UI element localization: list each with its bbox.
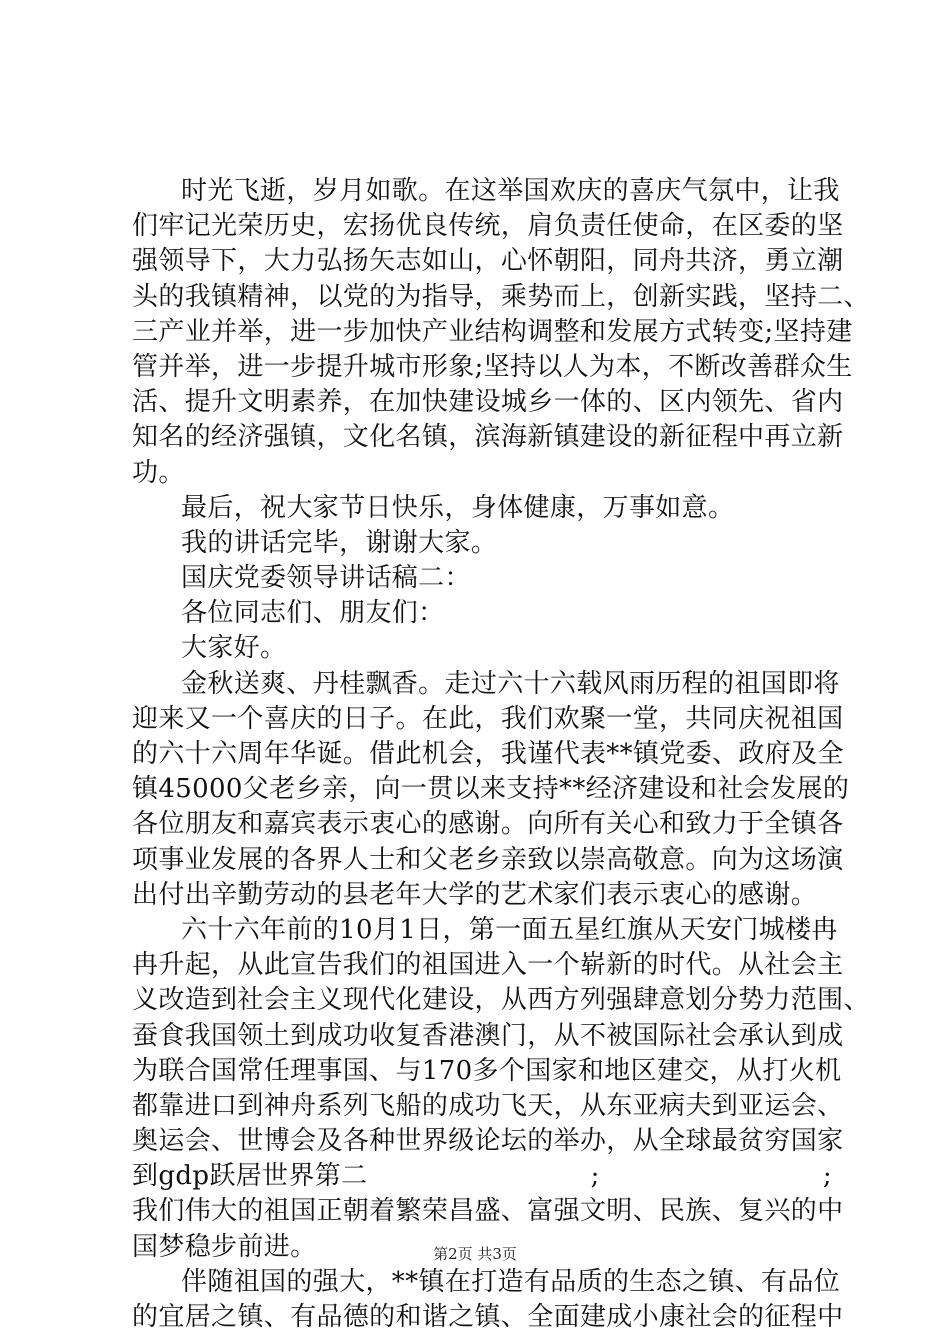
- paragraph-line: 各位朋友和嘉宾表示衷心的感谢。向所有关心和致力于全镇各: [132, 809, 844, 840]
- paragraph-line: 为联合国常任理事国、与170多个国家和地区建交，从打火机: [132, 1055, 842, 1086]
- paragraph-line: 的六十六周年华诞。借此机会，我谨代表**镇党委、政府及全: [132, 739, 844, 769]
- paragraph-line: 管并举，进一步提升城市形象;坚持以人为本，不断改善群众生: [132, 351, 853, 382]
- paragraph-line: 们牢记光荣历史，宏扬优良传统，肩负责任使命，在区委的坚: [132, 211, 844, 242]
- paragraph-line: 活、提升文明素养，在加快建设城乡一体的、区内领先、省内: [132, 387, 844, 418]
- paragraph-line: 三产业并举，进一步加快产业结构调整和发展方式转变;坚持建: [132, 316, 853, 347]
- paragraph-line: 都靠进口到神舟系列飞船的成功飞天，从东亚病夫到亚运会、: [132, 1090, 844, 1121]
- paragraph-line: 时光飞逝，岁月如歌。在这举国欢庆的喜庆气氛中，让我: [181, 176, 840, 206]
- paragraph-line: 义改造到社会主义现代化建设，从西方列强肆意划分势力范围、: [132, 985, 870, 1016]
- paragraph-line: 迎来又一个喜庆的日子。在此，我们欢聚一堂，共同庆祝祖国: [132, 703, 844, 734]
- closing-wishes: 最后，祝大家节日快乐，身体健康，万事如意。: [181, 492, 735, 523]
- greeting: 大家好。: [181, 633, 287, 664]
- paragraph-line: 金秋送爽、丹桂飘香。走过六十六载风雨历程的祖国即将: [181, 668, 840, 699]
- paragraph-line: 强领导下，大力弘扬矢志如山，心怀朝阳，同舟共济，勇立潮: [132, 246, 844, 277]
- split-semicolon: ;: [590, 1161, 600, 1192]
- paragraph-line: 镇45000父老乡亲，向一贯以来支持**经济建设和社会发展的: [132, 774, 850, 805]
- split-text: 到gdp跃居世界第二: [132, 1161, 368, 1192]
- paragraph-line: 国梦稳步前进。: [132, 1231, 317, 1262]
- document-body: [132, 174, 870, 1335]
- section-heading: 国庆党委领导讲话稿二：: [181, 563, 471, 594]
- paragraph-line: 出付出辛勤劳动的县老年大学的艺术家们表示衷心的感谢。: [132, 879, 818, 910]
- paragraph-line: 的宜居之镇、有品德的和谐之镇、全面建成小康社会的征程中: [132, 1302, 844, 1332]
- paragraph-line: 功。: [132, 457, 185, 488]
- paragraph-line: 蚕食我国领土到成功收复香港澳门，从不被国际社会承认到成: [132, 1020, 844, 1051]
- paragraph-line: 六十六年前的10月1日，第一面五星红旗从天安门城楼冉: [181, 914, 838, 945]
- paragraph-line: 头的我镇精神，以党的为指导，乘势而上，创新实践，坚持二、: [132, 281, 870, 312]
- paragraph-line: 奥运会、世博会及各种世界级论坛的举办，从全球最贫穷国家: [132, 1126, 844, 1157]
- paragraph-line: 我们伟大的祖国正朝着繁荣昌盛、富强文明、民族、复兴的中: [132, 1196, 844, 1227]
- paragraph-line: 知名的经济强镇，文化名镇，滨海新镇建设的新征程中再立新: [132, 422, 844, 453]
- salutation: 各位同志们、朋友们：: [181, 598, 445, 629]
- paragraph-line: 冉升起，从此宣告我们的祖国进入一个崭新的时代。从社会主: [132, 950, 844, 981]
- paragraph-line: 项事业发展的各界人士和父老乡亲致以崇高敬意。向为这场演: [132, 844, 844, 875]
- page-number-footer: 第2页 共3页: [433, 1245, 517, 1263]
- paragraph-line-split: [132, 1159, 832, 1194]
- split-semicolon: ;: [822, 1161, 832, 1192]
- paragraph-line: 伴随祖国的强大，**镇在打造有品质的生态之镇、有品位: [181, 1266, 841, 1297]
- closing-thanks: 我的讲话完毕，谢谢大家。: [181, 527, 498, 558]
